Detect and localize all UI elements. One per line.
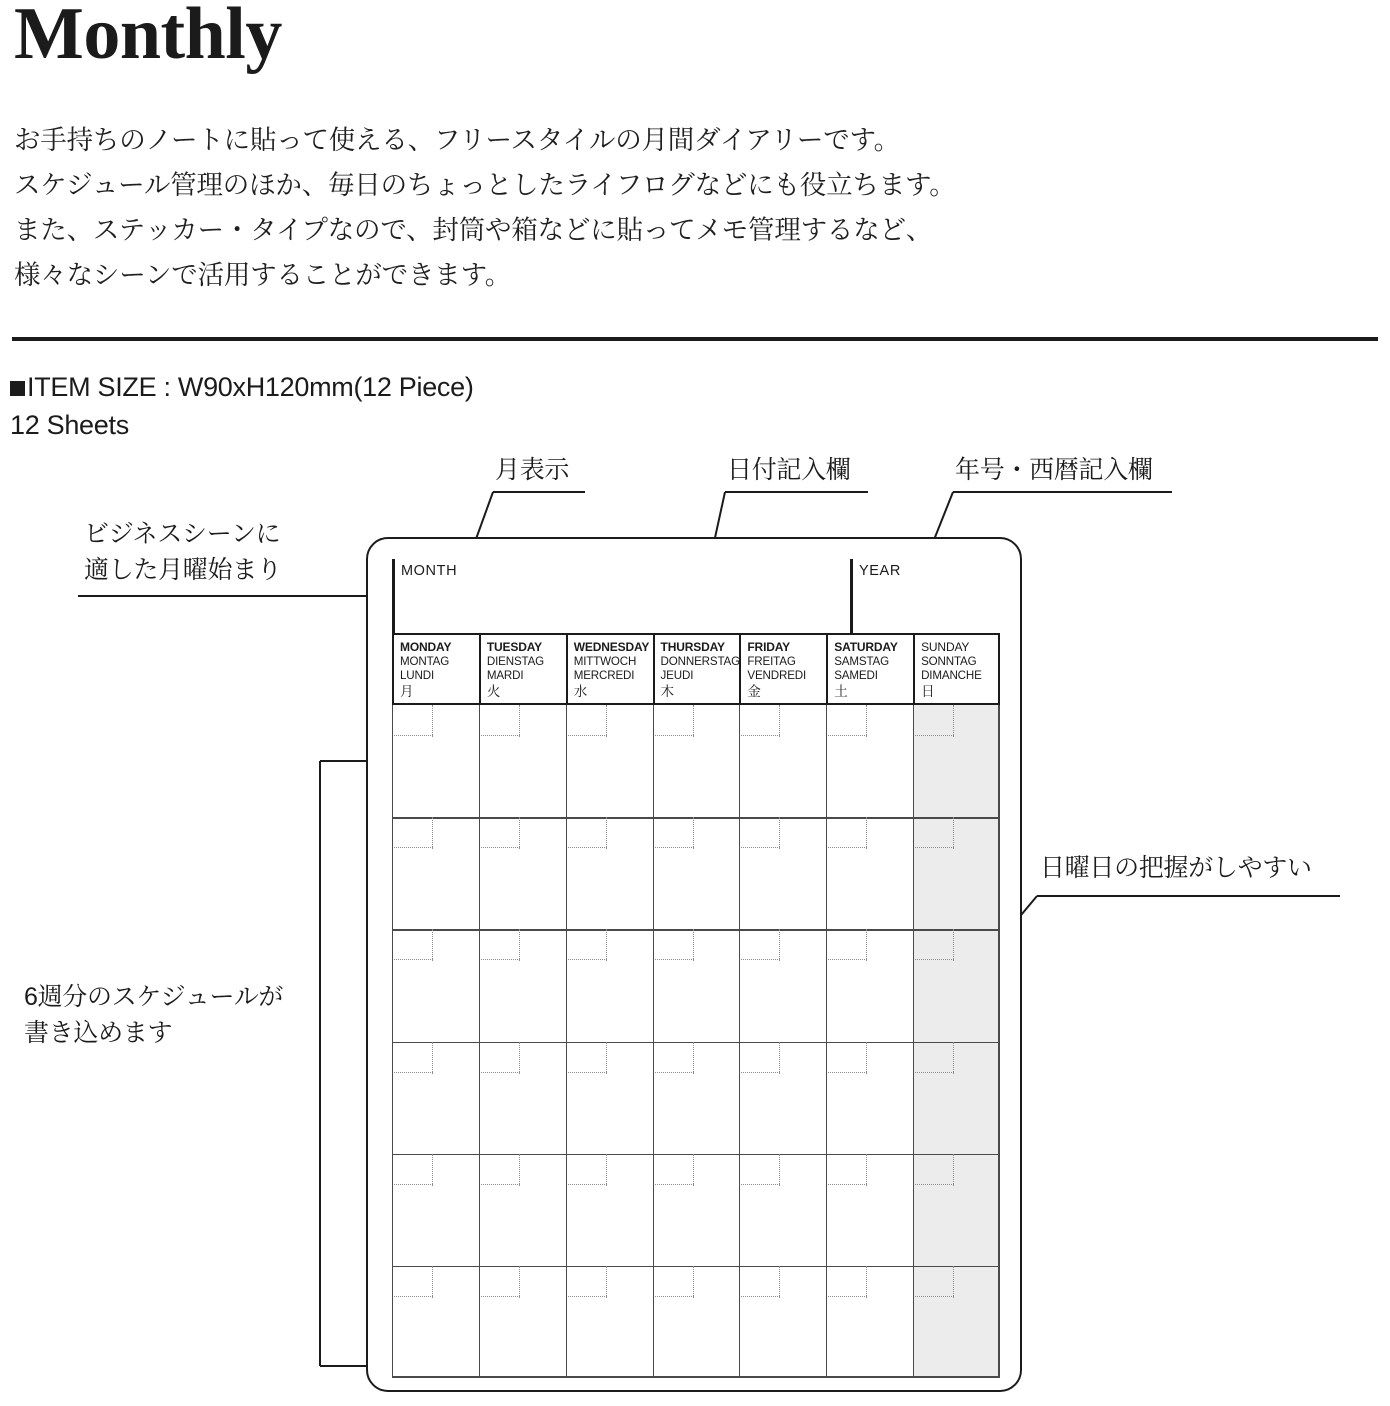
dotted-vertical [519,1154,520,1186]
dotted-vertical [432,1042,433,1074]
annotation-date-entry: 日付記入欄 [727,456,851,484]
annotation-month-display: 月表示 [495,456,570,484]
description-line: 様々なシーンで活用することができます。 [14,260,512,290]
dotted-vertical [953,705,954,737]
dotted-vertical [693,1266,694,1298]
weekday-fr: MERCREDI [573,669,635,683]
dotted-horizontal [394,735,433,736]
weekday-en: MONDAY [400,640,452,654]
dotted-horizontal [655,847,694,848]
weekday-en: TUESDAY [486,640,543,654]
dotted-vertical [866,929,867,961]
date-entry-dotted-mark[interactable] [479,1266,566,1300]
dotted-horizontal [568,735,607,736]
date-entry-dotted-mark[interactable] [739,929,826,963]
annotation-monday-start-line2: 適した月曜始まり [84,556,282,584]
dotted-horizontal [655,1296,694,1297]
dotted-vertical [779,1042,780,1074]
weekday-de: FREITAG [747,654,796,668]
weekday-en: WEDNESDAY [573,640,650,654]
weekday-de: SAMSTAG [834,654,889,668]
weekday-de: MONTAG [400,654,450,668]
weekday-column-monday [392,635,479,703]
annotation-six-weeks-line2: 書き込めます [24,1019,173,1047]
dotted-vertical [519,817,520,849]
month-label: MONTH [401,563,458,579]
dotted-vertical [693,929,694,961]
year-field-tick [850,559,853,635]
dotted-vertical [866,1042,867,1074]
dotted-horizontal [568,1184,607,1185]
date-entry-dotted-mark[interactable] [392,929,479,963]
weekday-de: MITTWOCH [573,654,637,668]
date-entry-dotted-mark[interactable] [653,817,740,851]
dotted-horizontal [394,1072,433,1073]
weekday-jp: 水 [573,683,588,699]
dotted-vertical [432,1154,433,1186]
date-entry-dotted-mark[interactable] [653,1042,740,1076]
weekday-fr: VENDREDI [747,669,807,683]
date-entry-dotted-mark[interactable] [392,817,479,851]
weekday-fr: MARDI [486,669,524,683]
horizontal-divider [12,337,1378,341]
dotted-vertical [432,929,433,961]
dotted-horizontal [741,735,780,736]
dotted-vertical [693,1042,694,1074]
dotted-horizontal [828,1296,867,1297]
dotted-vertical [519,705,520,737]
dotted-vertical [693,817,694,849]
dotted-vertical [866,705,867,737]
dotted-horizontal [655,735,694,736]
dotted-vertical [779,817,780,849]
calendar-bottom-edge [392,1376,1000,1378]
dotted-horizontal [655,959,694,960]
dotted-horizontal [394,959,433,960]
dotted-horizontal [915,959,954,960]
weekday-en: FRIDAY [747,640,791,654]
date-entry-dotted-mark[interactable] [479,1042,566,1076]
weekday-header-row [392,635,1000,705]
date-entry-dotted-mark[interactable] [826,1154,913,1188]
annotation-monday-start-line1: ビジネスシーンに [84,520,281,548]
dotted-vertical [606,1154,607,1186]
dotted-vertical [519,1266,520,1298]
date-entry-dotted-mark[interactable] [913,1042,1000,1076]
dotted-vertical [953,1266,954,1298]
weekday-fr: JEUDI [660,669,694,683]
dotted-vertical [606,1266,607,1298]
date-entry-dotted-mark[interactable] [479,929,566,963]
dotted-vertical [779,1266,780,1298]
dotted-horizontal [828,735,867,736]
date-entry-dotted-mark[interactable] [739,1154,826,1188]
weekday-jp: 土 [834,683,848,699]
calendar-grid [392,705,1000,1378]
date-entry-dotted-mark[interactable] [479,705,566,739]
annotation-six-weeks-line1: 6週分のスケジュールが [24,983,284,1011]
weekday-en: THURSDAY [660,640,725,654]
dotted-horizontal [741,847,780,848]
date-entry-dotted-mark[interactable] [826,1042,913,1076]
weekday-de: SONNTAG [921,654,977,668]
date-entry-dotted-mark[interactable] [566,705,653,739]
weekday-jp: 日 [921,683,935,699]
spec-block [10,368,474,444]
dotted-horizontal [741,1072,780,1073]
date-entry-dotted-mark[interactable] [739,1042,826,1076]
weekday-fr: DIMANCHE [921,669,982,683]
weekday-fr: LUNDI [400,669,435,683]
dotted-vertical [779,705,780,737]
dotted-vertical [606,929,607,961]
dotted-horizontal [741,959,780,960]
dotted-horizontal [568,959,607,960]
date-entry-dotted-mark[interactable] [826,705,913,739]
dotted-horizontal [481,847,520,848]
weekday-fr: SAMEDI [834,669,878,683]
date-entry-dotted-mark[interactable] [913,1266,1000,1300]
date-entry-dotted-mark[interactable] [653,705,740,739]
dotted-vertical [693,705,694,737]
dotted-horizontal [915,847,954,848]
weekday-column-wednesday [566,635,653,703]
weekday-column-tuesday [479,635,566,703]
dotted-horizontal [915,1296,954,1297]
dotted-horizontal [828,1072,867,1073]
dotted-horizontal [481,1072,520,1073]
dotted-vertical [519,1042,520,1074]
sheets-text: 12 Sheets [10,410,129,440]
annotation-six-weeks [24,979,283,1051]
dotted-vertical [693,1154,694,1186]
dotted-horizontal [915,1072,954,1073]
dotted-vertical [953,929,954,961]
weekday-en: SATURDAY [834,640,898,654]
date-entry-dotted-mark[interactable] [913,1154,1000,1188]
dotted-vertical [779,929,780,961]
dotted-vertical [866,1154,867,1186]
month-field-tick [392,559,395,635]
date-entry-dotted-mark[interactable] [566,1154,653,1188]
dotted-vertical [432,705,433,737]
date-entry-dotted-mark[interactable] [913,929,1000,963]
date-entry-dotted-mark[interactable] [392,1266,479,1300]
calendar-sheet-card [366,537,1022,1392]
dotted-horizontal [915,1184,954,1185]
weekday-jp: 火 [486,683,501,699]
weekday-column-thursday [653,635,740,703]
dotted-horizontal [394,1296,433,1297]
date-entry-dotted-mark[interactable] [479,1154,566,1188]
dotted-vertical [866,1266,867,1298]
bullet-square-icon [10,381,25,396]
annotation-monday-start [84,516,282,588]
date-entry-dotted-mark[interactable] [739,1266,826,1300]
dotted-horizontal [741,1184,780,1185]
weekday-de: DONNERSTAG [660,654,740,668]
date-entry-dotted-mark[interactable] [653,1154,740,1188]
weekday-jp: 金 [747,683,761,699]
dotted-vertical [606,705,607,737]
weekday-column-friday [739,635,826,703]
page-title: Monthly [14,0,282,75]
weekday-jp: 月 [400,683,414,699]
dotted-horizontal [568,1072,607,1073]
annotation-year-entry: 年号・西暦記入欄 [955,456,1153,484]
year-label: YEAR [859,563,901,579]
dotted-horizontal [481,1296,520,1297]
date-entry-dotted-mark[interactable] [479,817,566,851]
dotted-vertical [866,817,867,849]
date-entry-dotted-mark[interactable] [566,1266,653,1300]
dotted-vertical [606,1042,607,1074]
dotted-vertical [953,1154,954,1186]
description-line: お手持ちのノートに貼って使える、フリースタイルの月間ダイアリーです。 [14,125,900,155]
dotted-vertical [432,817,433,849]
month-year-entry-zone [392,550,1000,635]
date-entry-dotted-mark[interactable] [566,1042,653,1076]
date-entry-dotted-mark[interactable] [826,929,913,963]
date-entry-dotted-mark[interactable] [566,817,653,851]
date-entry-dotted-mark[interactable] [739,705,826,739]
dotted-vertical [953,1042,954,1074]
date-entry-dotted-mark[interactable] [739,817,826,851]
annotation-sunday-visibility: 日曜日の把握がしやすい [1040,854,1312,882]
dotted-horizontal [828,847,867,848]
date-entry-dotted-mark[interactable] [826,817,913,851]
product-description [14,118,1194,298]
date-entry-dotted-mark[interactable] [392,1042,479,1076]
description-line: スケジュール管理のほか、毎日のちょっとしたライフログなどにも役立ちます。 [14,170,956,200]
dotted-horizontal [655,1184,694,1185]
date-entry-dotted-mark[interactable] [392,1154,479,1188]
dotted-horizontal [481,735,520,736]
dotted-horizontal [481,959,520,960]
description-line: また、ステッカー・タイプなので、封筒や箱などに貼ってメモ管理するなど、 [14,215,933,245]
dotted-horizontal [915,735,954,736]
dotted-vertical [606,817,607,849]
calendar-sheet-inner [392,550,1000,1378]
dotted-horizontal [394,847,433,848]
dotted-vertical [519,929,520,961]
weekday-jp: 木 [660,683,674,699]
dotted-vertical [779,1154,780,1186]
item-size-line [10,368,474,406]
weekday-column-saturday [826,635,913,703]
date-entry-dotted-mark[interactable] [826,1266,913,1300]
dotted-horizontal [828,1184,867,1185]
dotted-vertical [432,1266,433,1298]
dotted-vertical [953,817,954,849]
date-entry-dotted-mark[interactable] [913,817,1000,851]
weekday-de: DIENSTAG [486,654,545,668]
dotted-horizontal [655,1072,694,1073]
date-entry-dotted-mark[interactable] [566,929,653,963]
date-entry-dotted-mark[interactable] [392,705,479,739]
dotted-horizontal [394,1184,433,1185]
date-entry-dotted-mark[interactable] [653,929,740,963]
dotted-horizontal [568,847,607,848]
weekday-column-sunday [913,635,1000,703]
weekday-en: SUNDAY [921,640,970,654]
dotted-horizontal [568,1296,607,1297]
date-entry-dotted-mark[interactable] [653,1266,740,1300]
date-entry-dotted-mark[interactable] [913,705,1000,739]
dotted-horizontal [741,1296,780,1297]
dotted-horizontal [481,1184,520,1185]
dotted-horizontal [828,959,867,960]
item-size-text: ITEM SIZE : W90xH120mm(12 Piece) [27,372,474,402]
